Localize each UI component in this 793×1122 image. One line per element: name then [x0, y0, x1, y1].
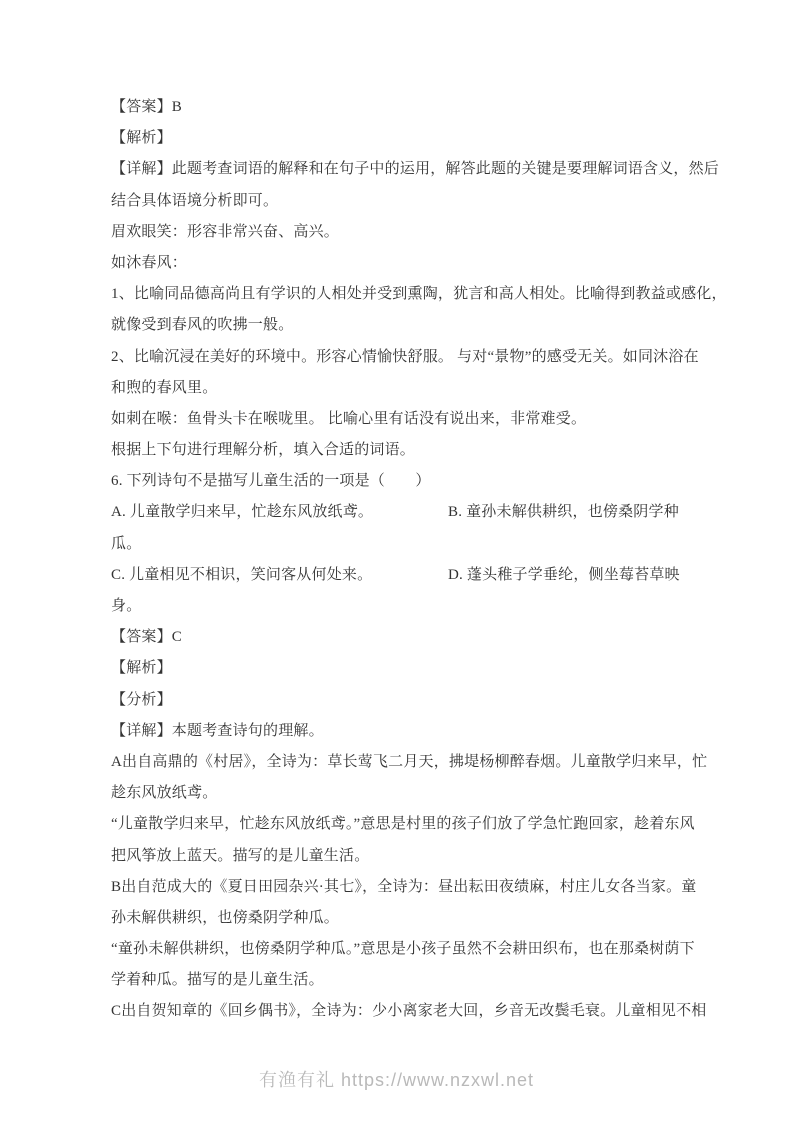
text-line	[111, 809, 695, 840]
text-line	[111, 279, 727, 310]
text-line	[111, 154, 720, 185]
text-line-content: 孙未解供耕织，也傍桑阴学种瓜。	[111, 909, 340, 926]
text-line	[111, 934, 695, 965]
text-line-content: 根据上下句进行理解分析，填入合适的词语。	[111, 442, 416, 459]
text-line	[111, 841, 691, 872]
text-line-content: 【分析】	[111, 691, 172, 708]
text-line-content: 瓜。	[111, 535, 142, 552]
text-line-content: B出自范成大的《夏日田园杂兴·其七》，全诗为：昼出耘田夜绩麻，村庄儿女各当家。童	[111, 878, 697, 895]
text-line-content: 【详解】此题考查词语的解释和在句子中的运用，解答此题的关键是要理解词语含义，然后	[111, 161, 720, 178]
text-line-second-column: B. 童孙未解供耕织，也傍桑阴学种	[448, 504, 679, 521]
text-line	[111, 965, 691, 996]
text-line-content: 结合具体语境分析即可。	[111, 192, 279, 209]
text-line	[111, 310, 691, 341]
text-line	[111, 622, 691, 653]
text-line	[111, 497, 691, 528]
text-line	[111, 373, 691, 404]
text-line	[111, 716, 691, 747]
text-line	[111, 404, 691, 435]
text-line-content: 【答案】B	[111, 99, 183, 115]
text-line-content: 如沐春风：	[111, 254, 188, 271]
text-line-content: C出自贺知章的《回乡偶书》，全诗为：少小离家老大回，乡音无改鬓毛衰。儿童相见不相	[111, 1003, 707, 1020]
text-line	[111, 123, 691, 154]
text-line-content: 身。	[111, 598, 142, 614]
text-line-second-column: D. 蓬头稚子学垂纶，侧坐莓苔草映	[448, 566, 680, 583]
text-line-content: 把风筝放上蓝天。描写的是儿童生活。	[111, 847, 370, 864]
text-line-content: A. 儿童散学归来早，忙趁东风放纸鸢。	[111, 504, 374, 521]
page-footer	[0, 1066, 793, 1092]
watermark-text: 有渔有礼 https://www.nzxwl.net	[258, 1070, 535, 1090]
text-line-content: 趁东风放纸鸢。	[111, 785, 218, 802]
text-line	[111, 996, 707, 1027]
text-line	[111, 435, 691, 466]
text-line	[111, 903, 691, 934]
text-line	[111, 872, 697, 903]
text-line-content: 【答案】C	[111, 629, 183, 646]
text-line-content: 和煦的春风里。	[111, 379, 218, 396]
text-line	[111, 217, 691, 248]
text-line-content: 就像受到春风的吹拂一般。	[111, 317, 294, 334]
text-line	[111, 685, 691, 716]
text-line	[111, 466, 691, 497]
document-content	[111, 92, 727, 1028]
text-line	[111, 92, 691, 123]
text-line	[111, 591, 691, 622]
text-line-content: “儿童散学归来早，忙趁东风放纸鸢。”意思是村里的孩子们放了学急忙跑回家，趁着东风	[111, 816, 695, 833]
text-line-content: “童孙未解供耕织，也傍桑阴学种瓜。”意思是小孩子虽然不会耕田织布，也在那桑树荫下	[111, 941, 695, 958]
text-line-content: 【详解】本题考查诗句的理解。	[111, 722, 324, 739]
text-line-content: C. 儿童相见不相识，笑问客从何处来。	[111, 566, 373, 583]
text-line	[111, 653, 691, 684]
text-line	[111, 560, 691, 591]
text-line	[111, 778, 691, 809]
text-line-content: 学着种瓜。描写的是儿童生活。	[111, 972, 324, 989]
text-line-content: 【解析】	[111, 660, 172, 677]
text-line-content: 眉欢眼笑：形容非常兴奋、高兴。	[111, 223, 340, 240]
text-line-content: 6. 下列诗句不是描写儿童生活的一项是（ ）	[111, 473, 431, 490]
text-line	[111, 747, 708, 778]
text-line	[111, 342, 699, 373]
text-line	[111, 248, 691, 279]
text-line-content: 【解析】	[111, 130, 172, 147]
text-line-content: 1、比喻同品德高尚且有学识的人相处并受到熏陶，犹言和高人相处。比喻得到教益或感化，	[111, 286, 727, 303]
text-line-content: 如刺在喉：鱼骨头卡在喉咙里。 比喻心里有话没有说出来，非常难受。	[111, 410, 587, 427]
text-line-content: 2、比喻沉浸在美好的环境中。形容心情愉快舒服。 与对“景物”的感受无关。如同沐浴在	[111, 348, 699, 365]
text-line-content: A出自高鼎的《村居》，全诗为：草长莺飞二月天，拂堤杨柳醉春烟。儿童散学归来早，忙	[111, 753, 708, 770]
text-line	[111, 529, 691, 560]
text-line	[111, 186, 691, 217]
